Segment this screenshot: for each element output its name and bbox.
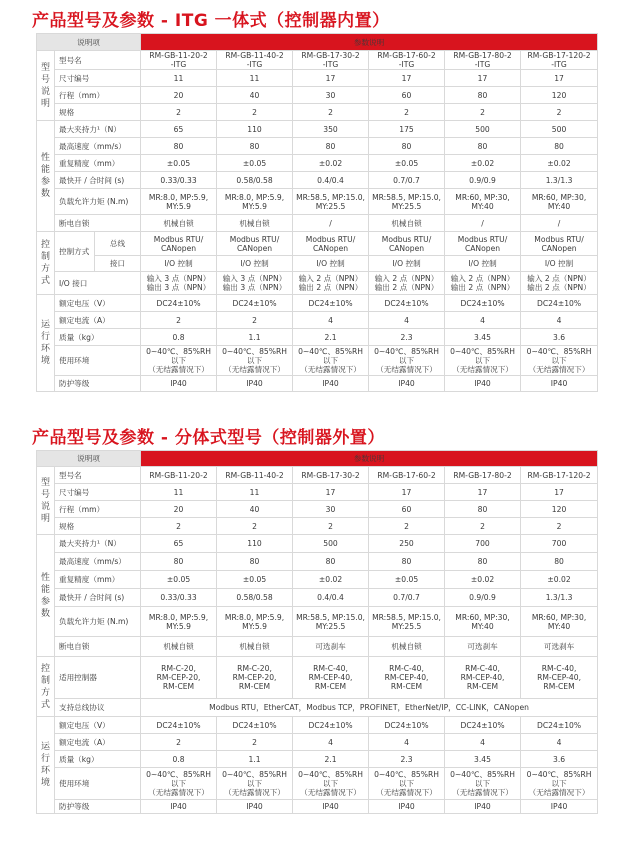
cell: 4 bbox=[521, 734, 598, 751]
group-performance bbox=[37, 535, 55, 657]
row-label-port: 接口 bbox=[95, 256, 141, 272]
row-label-repeat: 重复精度（mm） bbox=[55, 571, 141, 589]
cell: 2 bbox=[217, 518, 293, 535]
cell: 3.45 bbox=[445, 329, 521, 346]
cell: DC24±10% bbox=[141, 717, 217, 734]
cell: IP40 bbox=[369, 800, 445, 814]
cell: / bbox=[521, 215, 598, 232]
cell: 40 bbox=[217, 501, 293, 518]
cell: IP40 bbox=[141, 800, 217, 814]
cell: DC24±10% bbox=[141, 295, 217, 312]
cell: 11 bbox=[217, 484, 293, 501]
row-label-ip: 防护等级 bbox=[55, 376, 141, 392]
cell: 2 bbox=[217, 734, 293, 751]
cell: 输入 2 点（NPN） 输出 2 点（NPN） bbox=[293, 272, 369, 295]
cell: 80 bbox=[141, 553, 217, 571]
cell: 17 bbox=[445, 484, 521, 501]
cell: 2 bbox=[521, 104, 598, 121]
cell: DC24±10% bbox=[217, 717, 293, 734]
section2-title: 产品型号及参数 - 分体式型号（控制器外置） bbox=[32, 428, 385, 448]
cell: 80 bbox=[445, 501, 521, 518]
cell: 80 bbox=[521, 553, 598, 571]
cell: 机械自锁 bbox=[217, 215, 293, 232]
spec-table-split bbox=[36, 450, 598, 814]
cell: 80 bbox=[217, 138, 293, 155]
cell: 2 bbox=[141, 104, 217, 121]
cell: 4 bbox=[445, 312, 521, 329]
cell: 输入 3 点（NPN） 输出 3 点（NPN） bbox=[217, 272, 293, 295]
cell: RM-C-40, RM-CEP-40, RM-CEM bbox=[445, 657, 521, 699]
cell: ±0.02 bbox=[521, 155, 598, 172]
cell: 60 bbox=[369, 501, 445, 518]
cell: MR:60, MP:30, MY:40 bbox=[445, 607, 521, 637]
cell: 65 bbox=[141, 121, 217, 138]
group-label: 型号说明 bbox=[41, 62, 51, 109]
cell: 110 bbox=[217, 535, 293, 553]
cell: DC24±10% bbox=[445, 295, 521, 312]
cell: 0.58/0.58 bbox=[217, 172, 293, 189]
cell: 可选刹车 bbox=[293, 637, 369, 657]
cell: 4 bbox=[369, 734, 445, 751]
cell: DC24±10% bbox=[445, 717, 521, 734]
row-label-repeat: 重复精度（mm） bbox=[55, 155, 141, 172]
cell: RM-GB-17-60-2 -ITG bbox=[369, 51, 445, 70]
row-label-mass: 质量（kg） bbox=[55, 751, 141, 768]
cell: 0.7/0.7 bbox=[369, 172, 445, 189]
cell: DC24±10% bbox=[369, 295, 445, 312]
cell: 2 bbox=[293, 104, 369, 121]
cell: 机械自锁 bbox=[369, 637, 445, 657]
cell: 250 bbox=[369, 535, 445, 553]
cell: ±0.05 bbox=[141, 571, 217, 589]
row-label-max-speed: 最高速度（mm/s） bbox=[55, 553, 141, 571]
cell: DC24±10% bbox=[293, 717, 369, 734]
cell: 可选刹车 bbox=[521, 637, 598, 657]
cell: 1.1 bbox=[217, 751, 293, 768]
header-right: 参数说明 bbox=[141, 34, 598, 51]
cell: 2.3 bbox=[369, 751, 445, 768]
cell: 2 bbox=[141, 518, 217, 535]
row-label-size: 尺寸编号 bbox=[55, 70, 141, 87]
group-label: 性能参数 bbox=[41, 572, 51, 619]
cell: 80 bbox=[521, 138, 598, 155]
row-label-spec: 规格 bbox=[55, 518, 141, 535]
cell: 20 bbox=[141, 87, 217, 104]
cell: 0.58/0.58 bbox=[217, 589, 293, 607]
cell: 机械自锁 bbox=[141, 637, 217, 657]
group-control bbox=[37, 657, 55, 717]
cell: 60 bbox=[369, 87, 445, 104]
group-label: 控制方式 bbox=[41, 240, 51, 286]
row-label-bus: 总线 bbox=[95, 232, 141, 256]
cell: 1.3/1.3 bbox=[521, 589, 598, 607]
cell: ±0.02 bbox=[445, 155, 521, 172]
cell: 500 bbox=[445, 121, 521, 138]
cell: IP40 bbox=[445, 376, 521, 392]
cell: 80 bbox=[369, 553, 445, 571]
section1-title: 产品型号及参数 - ITG 一体式（控制器内置） bbox=[32, 11, 390, 31]
cell: RM-GB-17-60-2 bbox=[369, 467, 445, 484]
cell: 40 bbox=[217, 87, 293, 104]
cell: I/O 控制 bbox=[369, 256, 445, 272]
cell: 17 bbox=[369, 70, 445, 87]
row-label-spec: 规格 bbox=[55, 104, 141, 121]
cell: IP40 bbox=[293, 376, 369, 392]
cell: RM-GB-11-40-2 bbox=[217, 467, 293, 484]
cell: RM-C-40, RM-CEP-40, RM-CEM bbox=[293, 657, 369, 699]
cell: 80 bbox=[141, 138, 217, 155]
row-label-fastest: 最快开 / 合时间 (s) bbox=[55, 589, 141, 607]
cell: 0.4/0.4 bbox=[293, 589, 369, 607]
cell: 80 bbox=[445, 138, 521, 155]
cell: MR:60, MP:30, MY:40 bbox=[445, 189, 521, 215]
cell: DC24±10% bbox=[217, 295, 293, 312]
cell: 2 bbox=[141, 734, 217, 751]
cell: Modbus RTU/ CANopen bbox=[445, 232, 521, 256]
cell: ±0.02 bbox=[293, 571, 369, 589]
cell: 4 bbox=[293, 312, 369, 329]
cell: DC24±10% bbox=[521, 295, 598, 312]
cell: 17 bbox=[369, 484, 445, 501]
cell: 65 bbox=[141, 535, 217, 553]
cell: 0.7/0.7 bbox=[369, 589, 445, 607]
row-label-stroke: 行程（mm） bbox=[55, 87, 141, 104]
cell: 0.33/0.33 bbox=[141, 172, 217, 189]
cell: 2 bbox=[369, 518, 445, 535]
cell: RM-C-40, RM-CEP-40, RM-CEM bbox=[369, 657, 445, 699]
cell: 0~40℃、85%RH 以下 （无结露情况下） bbox=[445, 346, 521, 376]
cell: 700 bbox=[521, 535, 598, 553]
cell: Modbus RTU/ CANopen bbox=[141, 232, 217, 256]
cell: Modbus RTU/ CANopen bbox=[521, 232, 598, 256]
spec-table-itg bbox=[36, 33, 598, 392]
cell: RM-GB-11-20-2 bbox=[141, 467, 217, 484]
cell: 4 bbox=[293, 734, 369, 751]
cell: 175 bbox=[369, 121, 445, 138]
cell: 80 bbox=[217, 553, 293, 571]
cell: RM-C-20, RM-CEP-20, RM-CEM bbox=[141, 657, 217, 699]
cell: IP40 bbox=[217, 800, 293, 814]
cell: ±0.05 bbox=[369, 571, 445, 589]
cell: 2 bbox=[369, 104, 445, 121]
cell: I/O 控制 bbox=[521, 256, 598, 272]
cell: ±0.02 bbox=[521, 571, 598, 589]
cell: IP40 bbox=[445, 800, 521, 814]
cell: 0.4/0.4 bbox=[293, 172, 369, 189]
cell: 2 bbox=[445, 104, 521, 121]
cell: DC24±10% bbox=[369, 717, 445, 734]
cell: MR:58.5, MP:15.0, MY:25.5 bbox=[293, 607, 369, 637]
cell: RM-GB-17-80-2 bbox=[445, 467, 521, 484]
cell: 2 bbox=[521, 518, 598, 535]
group-label: 运行环境 bbox=[41, 320, 51, 366]
cell: 4 bbox=[445, 734, 521, 751]
cell: ±0.05 bbox=[369, 155, 445, 172]
cell: 80 bbox=[293, 138, 369, 155]
cell: 0.33/0.33 bbox=[141, 589, 217, 607]
cell: Modbus RTU/ CANopen bbox=[217, 232, 293, 256]
cell: 机械自锁 bbox=[141, 215, 217, 232]
cell: 0.9/0.9 bbox=[445, 589, 521, 607]
cell: 120 bbox=[521, 501, 598, 518]
cell: 2 bbox=[293, 518, 369, 535]
cell: 0.9/0.9 bbox=[445, 172, 521, 189]
row-label-controller: 适用控制器 bbox=[55, 657, 141, 699]
cell: MR:58.5, MP:15.0, MY:25.5 bbox=[293, 189, 369, 215]
cell: 17 bbox=[445, 70, 521, 87]
group-environment bbox=[37, 717, 55, 814]
group-label: 型号说明 bbox=[41, 477, 51, 524]
cell: MR:60, MP:30, MY:40 bbox=[521, 189, 598, 215]
cell: 11 bbox=[141, 70, 217, 87]
row-label-voltage: 额定电压（V） bbox=[55, 717, 141, 734]
cell: 0~40℃、85%RH 以下 （无结露情况下） bbox=[369, 346, 445, 376]
row-label-brake: 断电自锁 bbox=[55, 637, 141, 657]
cell: 17 bbox=[293, 70, 369, 87]
cell: 2.3 bbox=[369, 329, 445, 346]
cell: 3.6 bbox=[521, 751, 598, 768]
cell: RM-GB-11-40-2 -ITG bbox=[217, 51, 293, 70]
cell: IP40 bbox=[293, 800, 369, 814]
row-label-model-name: 型号名 bbox=[55, 467, 141, 484]
cell: / bbox=[293, 215, 369, 232]
cell: 输入 2 点（NPN） 输出 2 点（NPN） bbox=[521, 272, 598, 295]
cell: 3.6 bbox=[521, 329, 598, 346]
cell: RM-GB-11-20-2 -ITG bbox=[141, 51, 217, 70]
header-left: 说明项 bbox=[37, 34, 141, 51]
cell: 4 bbox=[521, 312, 598, 329]
cell: 120 bbox=[521, 87, 598, 104]
cell: 0~40℃、85%RH 以下 （无结露情况下） bbox=[445, 768, 521, 800]
row-label-current: 额定电流（A） bbox=[55, 734, 141, 751]
header-left: 说明项 bbox=[37, 451, 141, 467]
cell: 1.1 bbox=[217, 329, 293, 346]
row-label-env: 使用环境 bbox=[55, 768, 141, 800]
cell: Modbus RTU/ CANopen bbox=[293, 232, 369, 256]
row-label-stroke: 行程（mm） bbox=[55, 501, 141, 518]
cell: 17 bbox=[521, 484, 598, 501]
cell: ±0.02 bbox=[293, 155, 369, 172]
cell: MR:8.0, MP:5.9, MY:5.9 bbox=[141, 189, 217, 215]
cell: 30 bbox=[293, 501, 369, 518]
row-label-brake: 断电自锁 bbox=[55, 215, 141, 232]
cell: 0~40℃、85%RH 以下 （无结露情况下） bbox=[293, 768, 369, 800]
cell: ±0.05 bbox=[217, 155, 293, 172]
cell: Modbus RTU/ CANopen bbox=[369, 232, 445, 256]
cell: 2 bbox=[217, 104, 293, 121]
cell: 0~40℃、85%RH 以下 （无结露情况下） bbox=[141, 346, 217, 376]
cell: 17 bbox=[293, 484, 369, 501]
cell: 0~40℃、85%RH 以下 （无结露情况下） bbox=[217, 768, 293, 800]
cell: I/O 控制 bbox=[141, 256, 217, 272]
group-model bbox=[37, 467, 55, 535]
group-label: 运行环境 bbox=[41, 742, 51, 788]
cell: 可选刹车 bbox=[445, 637, 521, 657]
row-label-io: I/O 接口 bbox=[55, 272, 141, 295]
row-label-fastest: 最快开 / 合时间 (s) bbox=[55, 172, 141, 189]
group-control bbox=[37, 232, 55, 295]
cell: IP40 bbox=[141, 376, 217, 392]
cell: DC24±10% bbox=[521, 717, 598, 734]
group-label: 控制方式 bbox=[41, 663, 51, 710]
cell: 机械自锁 bbox=[369, 215, 445, 232]
cell: 350 bbox=[293, 121, 369, 138]
row-label-mass: 质量（kg） bbox=[55, 329, 141, 346]
cell: RM-GB-17-120-2 -ITG bbox=[521, 51, 598, 70]
cell: 2 bbox=[445, 518, 521, 535]
cell: 700 bbox=[445, 535, 521, 553]
cell: 30 bbox=[293, 87, 369, 104]
cell: RM-C-20, RM-CEP-20, RM-CEM bbox=[217, 657, 293, 699]
row-label-voltage: 额定电压（V） bbox=[55, 295, 141, 312]
cell: 80 bbox=[445, 553, 521, 571]
cell: 2 bbox=[141, 312, 217, 329]
cell: 17 bbox=[521, 70, 598, 87]
row-label-control-mode: 控制方式 bbox=[55, 232, 95, 272]
cell: 0.8 bbox=[141, 329, 217, 346]
group-environment bbox=[37, 295, 55, 392]
cell: MR:60, MP:30, MY:40 bbox=[521, 607, 598, 637]
cell: ±0.02 bbox=[445, 571, 521, 589]
cell: 输入 3 点（NPN） 输出 3 点（NPN） bbox=[141, 272, 217, 295]
cell: 80 bbox=[445, 87, 521, 104]
cell: RM-GB-17-120-2 bbox=[521, 467, 598, 484]
cell: 0~40℃、85%RH 以下 （无结露情况下） bbox=[141, 768, 217, 800]
cell: RM-C-40, RM-CEP-40, RM-CEM bbox=[521, 657, 598, 699]
row-label-max-force: 最大夹持力¹（N） bbox=[55, 535, 141, 553]
cell: 11 bbox=[141, 484, 217, 501]
row-label-bus-protocol: 支持总线协议 bbox=[55, 699, 141, 717]
cell: 80 bbox=[293, 553, 369, 571]
row-label-size: 尺寸编号 bbox=[55, 484, 141, 501]
row-label-ip: 防护等级 bbox=[55, 800, 141, 814]
cell: 0~40℃、85%RH 以下 （无结露情况下） bbox=[217, 346, 293, 376]
cell: MR:8.0, MP:5.9, MY:5.9 bbox=[217, 607, 293, 637]
cell: RM-GB-17-30-2 -ITG bbox=[293, 51, 369, 70]
cell: 3.45 bbox=[445, 751, 521, 768]
cell: DC24±10% bbox=[293, 295, 369, 312]
cell: 4 bbox=[369, 312, 445, 329]
cell: 0.8 bbox=[141, 751, 217, 768]
cell: 110 bbox=[217, 121, 293, 138]
cell: 11 bbox=[217, 70, 293, 87]
cell: IP40 bbox=[521, 376, 598, 392]
row-label-env: 使用环境 bbox=[55, 346, 141, 376]
cell: 输入 2 点（NPN） 输出 2 点（NPN） bbox=[369, 272, 445, 295]
row-label-model-name: 型号名 bbox=[55, 51, 141, 70]
cell: I/O 控制 bbox=[293, 256, 369, 272]
header-right: 参数说明 bbox=[141, 451, 598, 467]
row-label-max-speed: 最高速度（mm/s） bbox=[55, 138, 141, 155]
row-label-max-force: 最大夹持力¹（N） bbox=[55, 121, 141, 138]
cell: I/O 控制 bbox=[445, 256, 521, 272]
group-performance bbox=[37, 121, 55, 232]
cell: ±0.05 bbox=[217, 571, 293, 589]
cell: 0~40℃、85%RH 以下 （无结露情况下） bbox=[369, 768, 445, 800]
cell-bus-protocol: Modbus RTU，EtherCAT，Modbus TCP，PROFINET，EtherNet/IP，CC-LINK，CANopen bbox=[141, 699, 598, 717]
cell: 输入 2 点（NPN） 输出 2 点（NPN） bbox=[445, 272, 521, 295]
cell: 0~40℃、85%RH 以下 （无结露情况下） bbox=[521, 768, 598, 800]
cell: / bbox=[445, 215, 521, 232]
cell: 2 bbox=[217, 312, 293, 329]
cell: RM-GB-17-30-2 bbox=[293, 467, 369, 484]
group-label: 性能参数 bbox=[41, 153, 51, 199]
cell: 2.1 bbox=[293, 329, 369, 346]
cell: IP40 bbox=[521, 800, 598, 814]
cell: MR:58.5, MP:15.0, MY:25.5 bbox=[369, 607, 445, 637]
cell: MR:8.0, MP:5.9, MY:5.9 bbox=[141, 607, 217, 637]
cell: 80 bbox=[369, 138, 445, 155]
cell: IP40 bbox=[369, 376, 445, 392]
row-label-torque: 负载允许力矩 (N.m) bbox=[55, 189, 141, 215]
cell: 0~40℃、85%RH 以下 （无结露情况下） bbox=[293, 346, 369, 376]
group-model bbox=[37, 51, 55, 121]
cell: I/O 控制 bbox=[217, 256, 293, 272]
cell: ±0.05 bbox=[141, 155, 217, 172]
row-label-current: 额定电流（A） bbox=[55, 312, 141, 329]
cell: 20 bbox=[141, 501, 217, 518]
row-label-torque: 负载允许力矩 (N.m) bbox=[55, 607, 141, 637]
cell: 机械自锁 bbox=[217, 637, 293, 657]
cell: MR:8.0, MP:5.9, MY:5.9 bbox=[217, 189, 293, 215]
cell: 0~40℃、85%RH 以下 （无结露情况下） bbox=[521, 346, 598, 376]
cell: 2.1 bbox=[293, 751, 369, 768]
cell: 500 bbox=[521, 121, 598, 138]
cell: 500 bbox=[293, 535, 369, 553]
cell: MR:58.5, MP:15.0, MY:25.5 bbox=[369, 189, 445, 215]
cell: RM-GB-17-80-2 -ITG bbox=[445, 51, 521, 70]
cell: 1.3/1.3 bbox=[521, 172, 598, 189]
cell: IP40 bbox=[217, 376, 293, 392]
